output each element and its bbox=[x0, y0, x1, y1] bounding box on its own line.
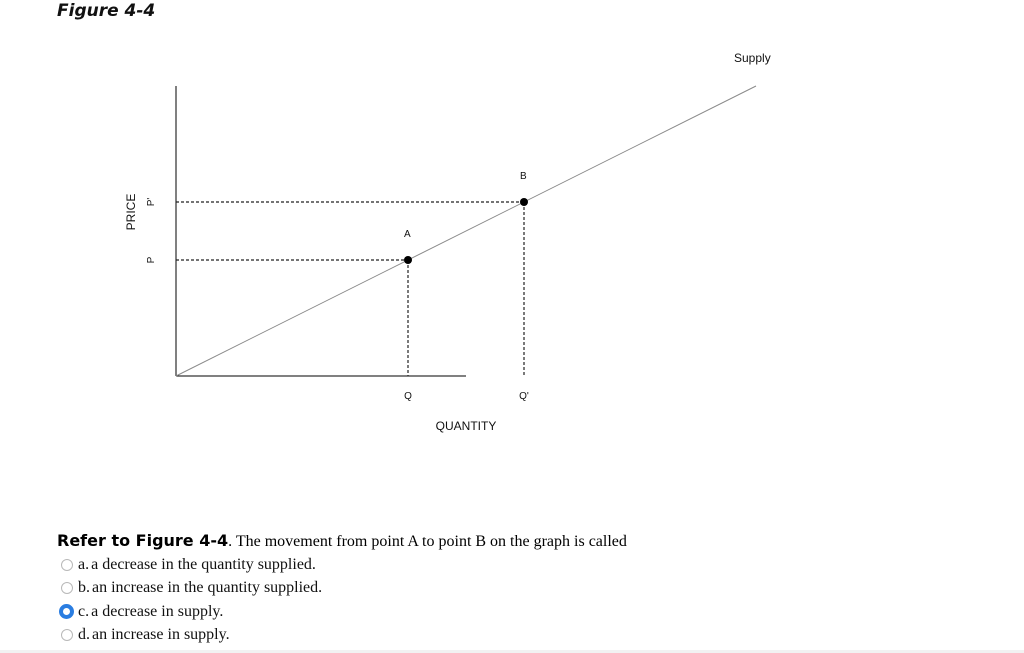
y-tick-label: P bbox=[146, 256, 157, 264]
answer-options bbox=[57, 553, 957, 647]
option-letter: b. bbox=[78, 579, 90, 597]
radio-button[interactable] bbox=[61, 559, 73, 571]
x-tick-label: Q bbox=[404, 391, 412, 402]
point-label-a: A bbox=[404, 229, 411, 240]
x-axis-label: QUANTITY bbox=[435, 419, 497, 433]
option-letter: d. bbox=[78, 626, 90, 644]
x-tick-label: Q' bbox=[519, 391, 529, 402]
option-a[interactable] bbox=[57, 553, 957, 577]
question-stem bbox=[57, 530, 957, 553]
option-c[interactable] bbox=[57, 600, 957, 624]
figure-title: Figure 4-4 bbox=[57, 1, 156, 21]
option-letter: a. bbox=[78, 555, 90, 573]
supply-line bbox=[176, 86, 756, 376]
option-letter: c. bbox=[78, 602, 90, 620]
option-b[interactable] bbox=[57, 577, 957, 601]
y-tick-label: P' bbox=[146, 197, 157, 207]
supply-label: Supply bbox=[734, 51, 771, 65]
option-text: a decrease in the quantity supplied. bbox=[91, 555, 316, 573]
point-label-b: B bbox=[520, 171, 527, 182]
option-d[interactable] bbox=[57, 624, 957, 648]
option-text: an increase in the quantity supplied. bbox=[92, 579, 323, 597]
question-figure-ref: Refer to Figure 4-4 bbox=[57, 531, 229, 550]
radio-button[interactable] bbox=[61, 629, 73, 641]
y-axis-label: PRICE bbox=[124, 193, 138, 231]
question-text: . The movement from point A to point B on the graph is called bbox=[228, 533, 627, 550]
point-b bbox=[520, 198, 528, 206]
question-block bbox=[57, 530, 957, 647]
point-a bbox=[404, 256, 412, 264]
option-text: a decrease in supply. bbox=[91, 602, 224, 620]
radio-button[interactable] bbox=[61, 582, 73, 594]
radio-button[interactable] bbox=[59, 604, 74, 619]
option-text: an increase in supply. bbox=[92, 626, 230, 644]
